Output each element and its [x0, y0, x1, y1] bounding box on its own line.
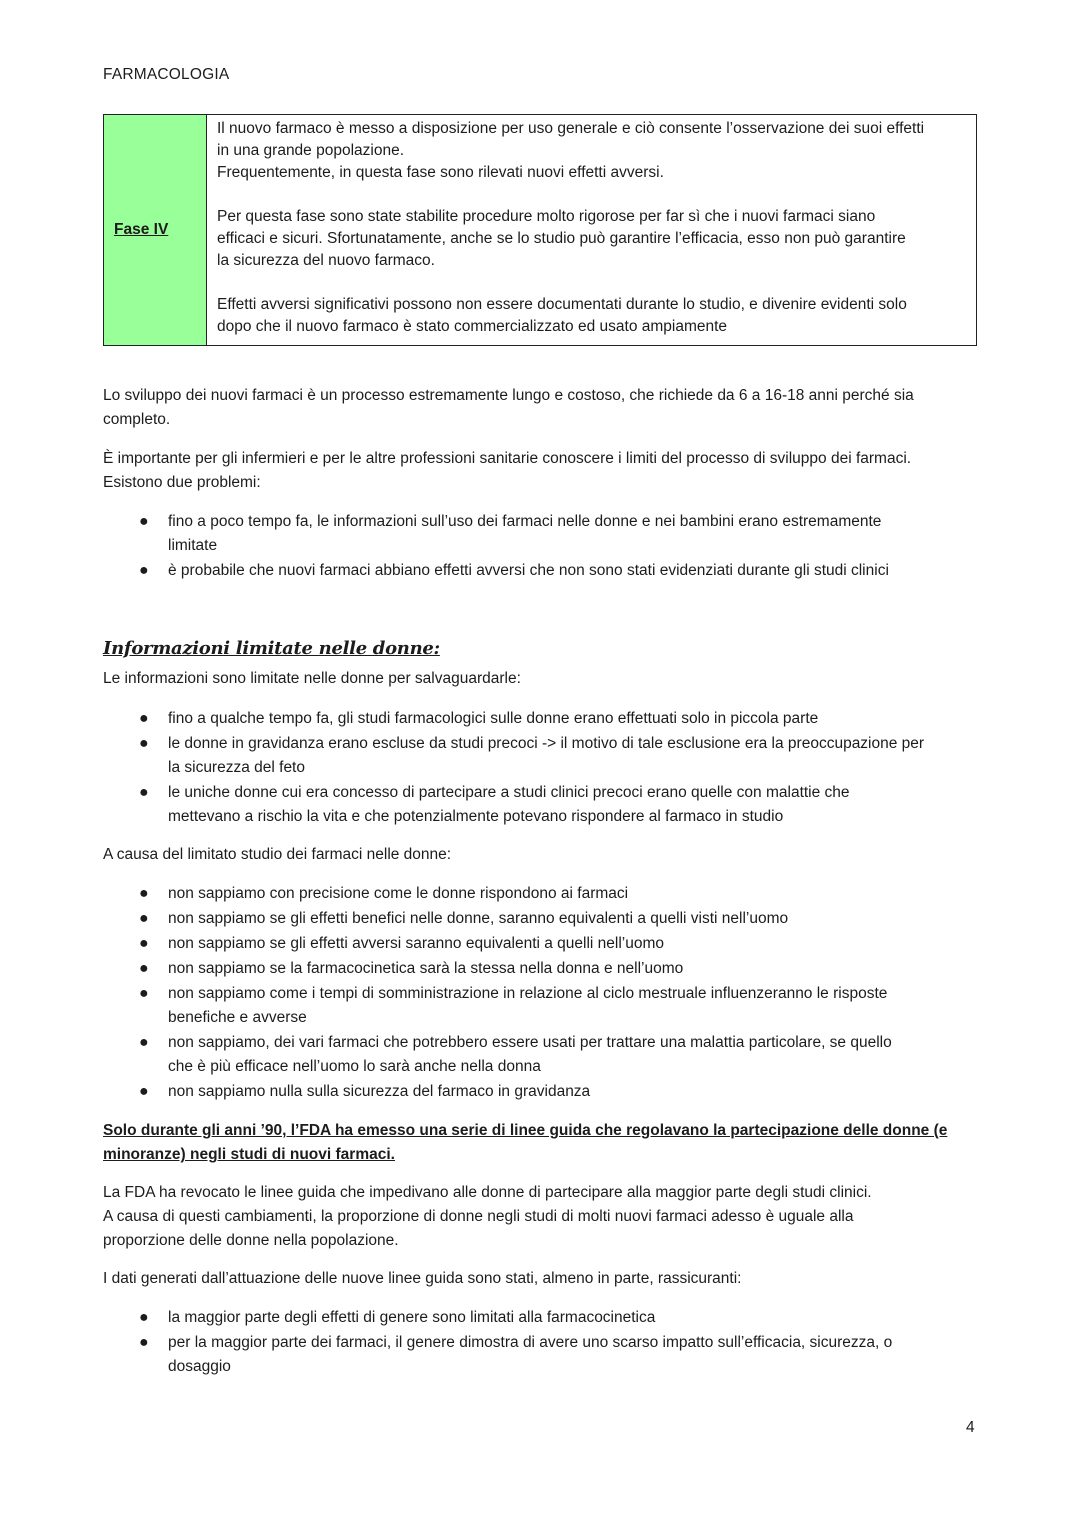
- bullet-icon: ●: [139, 910, 149, 927]
- text-line: A causa del limitato studio dei farmaci nelle donne:: [103, 846, 452, 863]
- text-line: A causa di questi cambiamenti, la proporzione di donne negli studi di molti nuovi farmaci adesso è uguale alla: [103, 1208, 854, 1225]
- bullet-icon: ●: [139, 1083, 149, 1100]
- phase-desc-line: dopo che il nuovo farmaco è stato commercializzato ed usato ampiamente: [217, 318, 728, 335]
- phase-desc-line: efficaci e sicuri. Sfortunatamente, anche se lo studio può garantire l’efficacia, esso non può garantire: [217, 230, 906, 247]
- list-item: ● fino a qualche tempo fa, gli studi farmacologici sulle donne erano effettuati solo in piccola parte: [103, 707, 983, 731]
- bullet-icon: ●: [139, 710, 149, 727]
- phase-desc-line: Il nuovo farmaco è messo a disposizione per uso generale e ciò consente l’osservazione dei suoi effetti: [217, 120, 925, 137]
- phase-label: Fase IV: [114, 221, 169, 238]
- phase-desc-line: Frequentemente, in questa fase sono rilevati nuovi effetti avversi.: [217, 164, 664, 181]
- unknowns-list: [103, 882, 983, 1105]
- phase-description: [207, 115, 976, 345]
- text-line: La FDA ha revocato le linee guida che impedivano alle donne di partecipare alla maggior parte degli studi clinici.: [103, 1184, 872, 1201]
- list-item: ● non sappiamo nulla sulla sicurezza del farmaco in gravidanza: [103, 1080, 983, 1104]
- problems-list: [103, 510, 983, 584]
- list-item: ● non sappiamo se la farmacocinetica sarà la stessa nella donna e nell’uomo: [103, 957, 983, 981]
- list-item: ● non sappiamo se gli effetti avversi saranno equivalenti a quelli nell’uomo: [103, 932, 983, 956]
- bullet-icon: ●: [139, 1034, 149, 1051]
- fda-highlight: [103, 1119, 983, 1167]
- intro-paragraph-1: [103, 384, 983, 432]
- data-lead: [103, 1267, 983, 1291]
- list-item: ● non sappiamo con precisione come le donne rispondono ai farmaci: [103, 882, 983, 906]
- text-line: minoranze) negli studi di nuovi farmaci.: [103, 1146, 395, 1163]
- phase-desc-line: Effetti avversi significativi possono non essere documentati durante lo studio, e divenire evidenti solo: [217, 296, 907, 313]
- reassuring-list: [103, 1306, 983, 1380]
- bullet-icon: ●: [139, 935, 149, 952]
- text-line: completo.: [103, 411, 171, 428]
- list-item: ● non sappiamo, dei vari farmaci che potrebbero essere usati per trattare una malattia particolare, se quello che è più efficace nell’uomo lo sarà anche nella donna: [103, 1031, 983, 1079]
- section-heading: Informazioni limitate nelle donne:: [103, 638, 440, 659]
- bullet-icon: ●: [139, 885, 149, 902]
- bullet-icon: ●: [139, 513, 149, 530]
- section-lead: [103, 667, 983, 691]
- page-header: FARMACOLOGIA: [103, 66, 230, 83]
- text-line: Le informazioni sono limitate nelle donne per salvaguardarle:: [103, 670, 521, 687]
- section-lead-2: [103, 843, 983, 867]
- bullet-icon: ●: [139, 960, 149, 977]
- bullet-icon: ●: [139, 784, 149, 801]
- fda-paragraph: [103, 1181, 983, 1253]
- text-line: Solo durante gli anni ’90, l’FDA ha emesso una serie di linee guida che regolavano la partecipazione delle donne (e: [103, 1122, 948, 1139]
- bullet-icon: ●: [139, 735, 149, 752]
- text-line: È importante per gli infermieri e per le altre professioni sanitarie conoscere i limiti del processo di sviluppo dei farmaci.: [103, 450, 912, 467]
- bullet-icon: ●: [139, 1309, 149, 1326]
- list-item: ● fino a poco tempo fa, le informazioni sull’uso dei farmaci nelle donne e nei bambini erano estremamente limitate: [103, 510, 983, 558]
- list-item: ● non sappiamo come i tempi di somministrazione in relazione al ciclo mestruale influenzeranno le risposte benefiche e avverse: [103, 982, 983, 1030]
- text-line: Lo sviluppo dei nuovi farmaci è un processo estremamente lungo e costoso, che richiede da 6 a 16-18 anni perché sia: [103, 387, 914, 404]
- text-line: proporzione delle donne nella popolazione.: [103, 1232, 399, 1249]
- list-item: ● non sappiamo se gli effetti benefici nelle donne, saranno equivalenti a quelli visti nell’uomo: [103, 907, 983, 931]
- phase-table: [103, 114, 977, 346]
- text-line: I dati generati dall’attuazione delle nuove linee guida sono stati, almeno in parte, rassicuranti:: [103, 1270, 742, 1287]
- bullet-icon: ●: [139, 985, 149, 1002]
- limitations-list: [103, 707, 983, 830]
- bullet-icon: ●: [139, 562, 149, 579]
- phase-desc-line: in una grande popolazione.: [217, 142, 405, 159]
- list-item: ● è probabile che nuovi farmaci abbiano effetti avversi che non sono stati evidenziati durante gli studi clinici: [103, 559, 983, 583]
- phase-desc-line: Per questa fase sono state stabilite procedure molto rigorose per far sì che i nuovi farmaci siano: [217, 208, 876, 225]
- intro-paragraph-2: [103, 447, 983, 495]
- text-line: Esistono due problemi:: [103, 474, 261, 491]
- phase-desc-line: la sicurezza del nuovo farmaco.: [217, 252, 435, 269]
- phase-label-cell: [104, 115, 207, 345]
- list-item: ● la maggior parte degli effetti di genere sono limitati alla farmacocinetica: [103, 1306, 983, 1330]
- list-item: ● le donne in gravidanza erano escluse da studi precoci -> il motivo di tale esclusione era la preoccupazione per la sicurezza del feto: [103, 732, 983, 780]
- list-item: ● le uniche donne cui era concesso di partecipare a studi clinici precoci erano quelle con malattie che mettevano a rischio la vita e che potenzialmente potevano rispondere al farmaco in studio: [103, 781, 983, 829]
- bullet-icon: ●: [139, 1334, 149, 1351]
- page-number: 4: [966, 1419, 975, 1436]
- list-item: ● per la maggior parte dei farmaci, il genere dimostra di avere uno scarso impatto sull’efficacia, sicurezza, o dosaggio: [103, 1331, 983, 1379]
